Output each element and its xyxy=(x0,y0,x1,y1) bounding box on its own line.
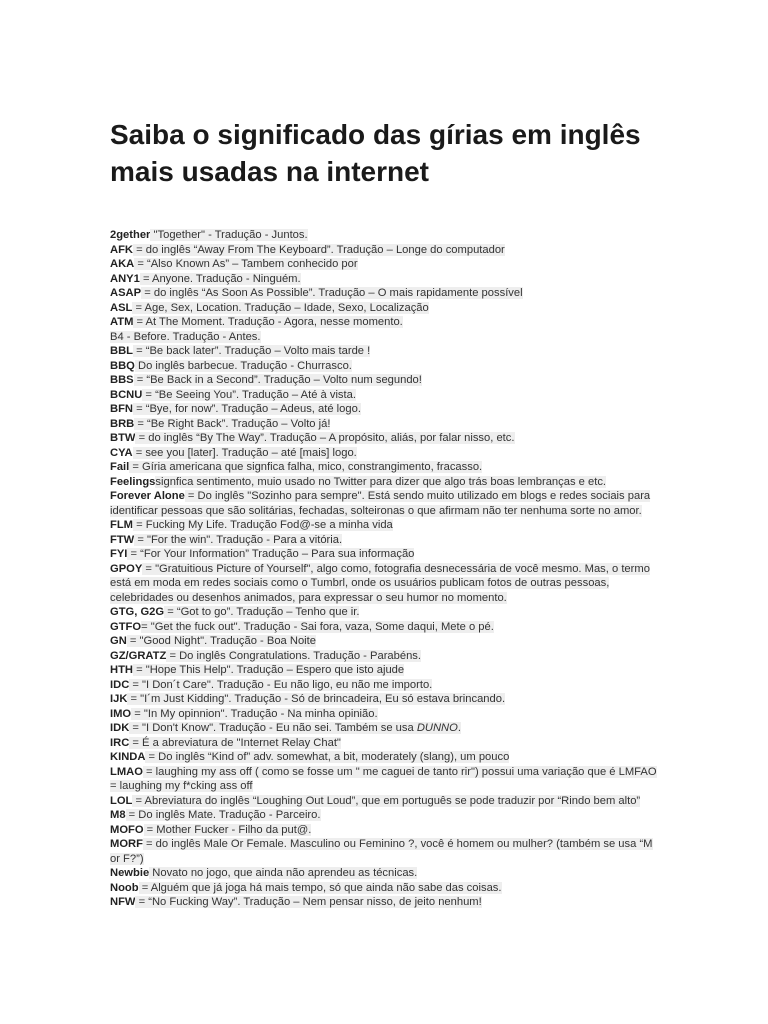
entry-definition: = “For Your Information” Tradução – Para sua informação xyxy=(127,548,415,560)
entry-definition: = do inglês “As Soon As Possible”. Tradução – O mais rapidamente possível xyxy=(141,287,523,299)
entry-definition: = Gíria americana que signfica falha, mico, constrangimento, fracasso. xyxy=(129,461,483,473)
entry-term: ANY1 xyxy=(110,272,140,285)
entry-term: LMAO xyxy=(110,765,143,778)
entry-definition: = laughing my ass off ( como se fosse um " me caguei de tanto rir") possui uma variação que é LMFAO = laughing my f*cking ass off xyxy=(110,765,657,792)
entry-term: 2gether xyxy=(110,229,151,241)
glossary-entry xyxy=(110,315,662,330)
entry-definition-end: . xyxy=(457,722,461,734)
entry-definition: = Do inglês Congratulations. Tradução - Parabéns. xyxy=(166,649,422,662)
entry-definition: = At The Moment. Tradução - Agora, nesse momento. xyxy=(133,316,403,328)
entry-definition: = "In My opinnion". Tradução - Na minha opinião. xyxy=(131,707,378,720)
entry-term: FLM xyxy=(110,519,133,531)
entry-definition: = Do inglês “Kind of” adv. somewhat, a bit, moderately (slang), um pouco xyxy=(145,751,510,763)
entry-term: MOFO xyxy=(110,823,144,836)
entry-term: Noob xyxy=(110,881,139,894)
entry-definition: signfica sentimento, muio usado no Twitter para dizer que algo trás boas lembranças e etc. xyxy=(155,475,607,488)
glossary-entry xyxy=(110,562,662,606)
glossary-entry xyxy=(110,649,662,664)
entry-term: BBL xyxy=(110,345,133,357)
entry-term: GN xyxy=(110,635,127,647)
entry-term: HTH xyxy=(110,664,133,676)
glossary-entry xyxy=(110,243,662,258)
glossary-entry xyxy=(110,707,662,722)
entry-definition: = “Also Known As” – Tambem conhecido por xyxy=(134,258,358,270)
glossary-entry xyxy=(110,489,662,518)
glossary-entry xyxy=(110,866,662,881)
entry-definition: = see you [later]. Tradução – até [mais] logo. xyxy=(132,446,357,459)
entry-definition: B4 - Before. Tradução - Antes. xyxy=(110,330,261,343)
slang-glossary xyxy=(110,228,662,910)
entry-term: ATM xyxy=(110,316,134,328)
entry-definition: = "Get the fuck out". Tradução - Sai fora, vaza, Some daqui, Mete o pé. xyxy=(141,620,494,633)
entry-term: M8 xyxy=(110,809,126,821)
entry-definition: = Do inglês Mate. Tradução - Parceiro. xyxy=(125,809,321,821)
entry-term: ASAP xyxy=(110,287,142,299)
glossary-entry xyxy=(110,257,662,272)
glossary-entry xyxy=(110,765,662,794)
entry-term: Forever Alone xyxy=(110,490,185,502)
entry-definition-italic: DUNNO xyxy=(416,722,458,734)
entry-term: GTG, G2G xyxy=(110,606,165,618)
glossary-entry xyxy=(110,446,662,461)
entry-term: FTW xyxy=(110,533,135,546)
entry-definition: = "I Don't Know". Tradução - Eu não sei. Também se usa xyxy=(129,722,417,734)
glossary-entry xyxy=(110,475,662,490)
entry-definition: = Abreviatura do inglês “Loughing Out Loud”, que em português se pode traduzir por “Rindo bem alto” xyxy=(132,794,641,807)
entry-definition: = do inglês Male Or Female. Masculino ou Feminino ?, você é homem ou mulher? (também se usa “M or F?”) xyxy=(110,838,653,865)
entry-definition: = “Be Back in a Second”. Tradução – Volto num segundo! xyxy=(133,374,422,386)
entry-term: GPOY xyxy=(110,562,143,575)
glossary-entry xyxy=(110,678,662,693)
entry-definition: = "For the win". Tradução - Para a vitória. xyxy=(134,533,343,546)
entry-term: BBS xyxy=(110,374,134,386)
entry-definition: Novato no jogo, que ainda não aprendeu as técnicas. xyxy=(149,867,418,879)
entry-term: CYA xyxy=(110,446,133,459)
glossary-entry xyxy=(110,837,662,866)
entry-definition: = "Good Night". Tradução - Boa Noite xyxy=(126,635,317,647)
entry-term: GZ/GRATZ xyxy=(110,649,167,662)
entry-term: Fail xyxy=(110,461,130,473)
entry-term: LOL xyxy=(110,794,133,807)
glossary-entry xyxy=(110,402,662,417)
glossary-entry xyxy=(110,417,662,432)
entry-term: IDK xyxy=(110,722,130,734)
entry-definition: Do inglês barbecue. Tradução - Churrasco. xyxy=(134,359,352,372)
glossary-entry xyxy=(110,228,662,243)
entry-term: BRB xyxy=(110,417,135,430)
entry-definition: = Do inglês "Sozinho para sempre". Está sendo muito utilizado em blogs e redes sociais para identificar pessoas que são solitárias, fechadas, solteironas o que afirmam não ter nenhuma sorte no amor. xyxy=(110,490,651,517)
glossary-entry xyxy=(110,301,662,316)
entry-definition: = “Be back later”. Tradução – Volto mais tarde ! xyxy=(133,345,371,357)
entry-term: Newbie xyxy=(110,867,150,879)
entry-definition: = “Be Seeing You”. Tradução – Até à vista. xyxy=(142,388,356,401)
glossary-entry xyxy=(110,373,662,388)
entry-term: BCNU xyxy=(110,388,143,401)
glossary-entry xyxy=(110,359,662,374)
glossary-entry xyxy=(110,286,662,301)
entry-definition: = "I´m Just Kidding". Tradução - Só de brincadeira, Eu só estava brincando. xyxy=(127,693,506,705)
entry-definition: = Alguém que já joga há mais tempo, só que ainda não sabe das coisas. xyxy=(138,881,502,894)
glossary-entry xyxy=(110,272,662,287)
entry-term: ASL xyxy=(110,301,133,314)
glossary-entry xyxy=(110,881,662,896)
glossary-entry xyxy=(110,895,662,910)
entry-definition: = "Gratuitious Picture of Yourself", algo como, fotografia desnecessária de você mesmo. Mas, o termo está em moda em redes sociais como o Tumbrl, onde os usuários publicam fotos de outras pessoas, celebridades ou desenhos animados, para expressar o seu humor no momento. xyxy=(110,562,650,604)
glossary-entry xyxy=(110,663,662,678)
entry-definition: = É a abreviatura de "Internet Relay Chat" xyxy=(129,736,341,749)
entry-definition: = “Be Right Back”. Tradução – Volto já! xyxy=(134,417,331,430)
entry-definition: = “Bye, for now”. Tradução – Adeus, até logo. xyxy=(133,403,361,415)
entry-term: IMO xyxy=(110,707,132,720)
glossary-entry xyxy=(110,634,662,649)
glossary-entry xyxy=(110,431,662,446)
glossary-entry xyxy=(110,605,662,620)
entry-definition: = do inglês “By The Way”. Tradução – A propósito, aliás, por falar nisso, etc. xyxy=(135,432,515,444)
glossary-entry xyxy=(110,808,662,823)
glossary-entry xyxy=(110,547,662,562)
glossary-entry xyxy=(110,794,662,809)
page-title: Saiba o significado das gírias em inglês mais usadas na internet xyxy=(110,119,641,187)
glossary-entry xyxy=(110,692,662,707)
entry-definition: = do inglês “Away From The Keyboard”. Tradução – Longe do computador xyxy=(133,243,505,256)
entry-term: AKA xyxy=(110,258,135,270)
entry-term: BFN xyxy=(110,403,133,415)
entry-term: IDC xyxy=(110,678,130,691)
entry-term: Feelings xyxy=(110,475,156,488)
glossary-entry xyxy=(110,823,662,838)
entry-definition: = Anyone. Tradução - Ninguém. xyxy=(139,272,301,285)
glossary-entry xyxy=(110,330,662,345)
entry-definition: = Mother Fucker - Filho da put@. xyxy=(143,823,312,836)
entry-term: GTFO xyxy=(110,620,142,633)
entry-term: BBQ xyxy=(110,359,135,372)
entry-term: NFW xyxy=(110,896,136,908)
entry-definition: = "Hope This Help". Tradução – Espero que isto ajude xyxy=(133,664,405,676)
glossary-entry xyxy=(110,721,662,736)
entry-definition: = Fucking My Life. Tradução Fod@-se a minha vida xyxy=(133,519,393,531)
entry-term: FYI xyxy=(110,548,128,560)
glossary-entry xyxy=(110,460,662,475)
entry-term: IRC xyxy=(110,736,130,749)
glossary-entry xyxy=(110,533,662,548)
glossary-entry xyxy=(110,750,662,765)
entry-term: IJK xyxy=(110,693,128,705)
entry-definition: = Age, Sex, Location. Tradução – Idade, Sexo, Localização xyxy=(132,301,429,314)
entry-term: BTW xyxy=(110,432,136,444)
entry-definition: "Together" - Tradução - Juntos. xyxy=(150,229,308,241)
glossary-entry xyxy=(110,518,662,533)
glossary-entry xyxy=(110,736,662,751)
entry-term: AFK xyxy=(110,243,133,256)
entry-definition: = “No Fucking Way”. Tradução – Nem pensar nisso, de jeito nenhum! xyxy=(135,896,482,908)
glossary-entry xyxy=(110,344,662,359)
entry-term: KINDA xyxy=(110,751,146,763)
entry-term: MORF xyxy=(110,838,143,850)
entry-definition: = "I Don´t Care". Tradução - Eu não ligo, eu não me importo. xyxy=(129,678,433,691)
entry-definition: = “Got to go”. Tradução – Tenho que ir. xyxy=(164,606,360,618)
glossary-entry xyxy=(110,388,662,403)
glossary-entry xyxy=(110,620,662,635)
